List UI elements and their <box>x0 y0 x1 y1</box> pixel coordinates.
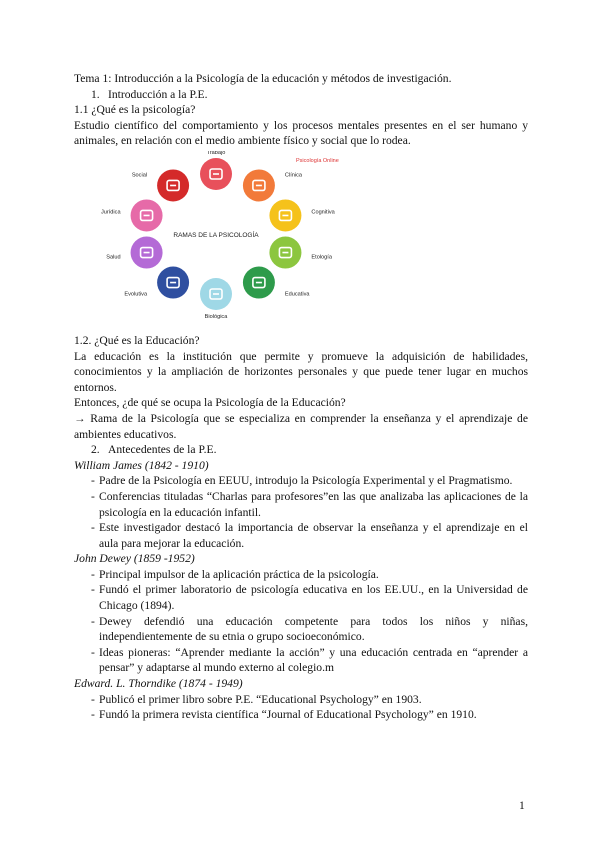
page-content <box>74 71 528 723</box>
branch-label: Educativa <box>284 291 310 298</box>
branch-label: Cognitiva <box>311 209 335 216</box>
numbered-item-intro <box>74 87 528 103</box>
question-education: 1.2. ¿Qué es la Educación? <box>74 333 200 347</box>
watermark-logo: Psicología Online <box>296 157 339 164</box>
branch-evolutiva <box>124 267 189 299</box>
answer-psychology: Estudio científico del comportamiento y los procesos mentales presentes en el ser humano y animales, en relación con el medio ambiente físico y social que lo rodea. <box>74 118 528 148</box>
branch-educativa <box>243 267 310 299</box>
branch-social <box>132 169 189 201</box>
branch-label: Biológica <box>204 313 228 320</box>
bullet-point: - Conferencias tituladas “Charlas para profesores”en las que analizaba las aplicaciones de la psicología en la educación infantil. <box>91 489 528 519</box>
item-text: Introducción a la P.E. <box>108 87 208 101</box>
branch-biológica <box>200 278 232 320</box>
bullet-point: - Principal impulsor de la aplicación práctica de la psicología. <box>91 567 379 581</box>
page-number: 1 <box>519 799 525 812</box>
question-educational-psychology: Entonces, ¿de qué se ocupa la Psicología de la Educación? <box>74 396 346 410</box>
numbered-item-history <box>74 442 528 458</box>
bullet-point: - Fundó el primer laboratorio de psicología educativa en los EE.UU., en la Universidad de Chicago (1894). <box>91 583 528 613</box>
item-text: Antecedentes de la P.E. <box>108 443 217 457</box>
author-section-james <box>74 458 528 552</box>
answer-educational-psychology: → Rama de la Psicología que se especializa en comprender la enseñanza y el aprendizaje de ambientes educativos. <box>74 411 528 441</box>
branch-jurídica <box>101 199 163 231</box>
bullet-point: - Padre de la Psicología en EEUU, introdujo la Psicología Experimental y el Pragmatismo. <box>91 474 513 488</box>
author-section-dewey <box>74 551 528 676</box>
item-number: 2. <box>91 443 100 457</box>
diagram-title: RAMAS DE LA PSICOLOGÍA <box>173 231 259 239</box>
branch-label: Etología <box>311 254 332 261</box>
bullet-point: - Fundó la primera revista científica “Journal of Educational Psychology” en 1910. <box>91 708 477 722</box>
bullet-point: - Este investigador destacó la importancia de observar la enseñanza y el aprendizaje en el aula para mejorar la educación. <box>91 521 528 550</box>
branches-of-psychology-figure <box>74 151 528 327</box>
branch-etología <box>269 237 332 269</box>
author-section-thorndike <box>74 676 528 723</box>
branch-clínica <box>243 169 303 201</box>
author-name: Edward. L. Thorndike (1874 - 1949) <box>74 677 243 691</box>
branch-salud <box>106 237 162 269</box>
author-name: John Dewey (1859 -1952) <box>74 552 195 566</box>
item-number: 1. <box>91 87 100 101</box>
heading: Tema 1: Introducción a la Psicología de la educación y métodos de investigación. <box>74 72 452 85</box>
branch-label: Jurídica <box>100 209 121 216</box>
question-psychology: 1.1 ¿Qué es la psicología? <box>74 103 196 117</box>
branch-label: Salud <box>106 254 121 261</box>
answer-education: La educación es la institución que permite y promueve la adquisición de habilidades, conocimientos y la ampliación de horizontes personales y que puede tener lugar en muchos entornos. <box>74 349 528 394</box>
branch-label: Clínica <box>284 172 303 179</box>
branch-cognitiva <box>269 199 335 231</box>
branch-trabajo <box>200 151 232 190</box>
bullet-point: - Ideas pioneras: “Aprender mediante la acción” y una educación centrada en “aprender a pensar” y adaptarse al mundo externo al colegio.m <box>91 645 528 675</box>
branch-label: Trabajo <box>206 150 226 156</box>
bullet-point: - Dewey defendió una educación competente para todos los niños y niñas, independientemente de su etnia o grupo socioeconómico. <box>91 614 528 644</box>
bullet-point: - Publicó el primer libro sobre P.E. “Educational Psychology” en 1903. <box>91 692 422 706</box>
author-name: William James (1842 - 1910) <box>74 458 209 472</box>
branch-label: Social <box>131 172 148 179</box>
branch-label: Evolutiva <box>124 291 148 298</box>
branches-diagram <box>74 151 528 327</box>
